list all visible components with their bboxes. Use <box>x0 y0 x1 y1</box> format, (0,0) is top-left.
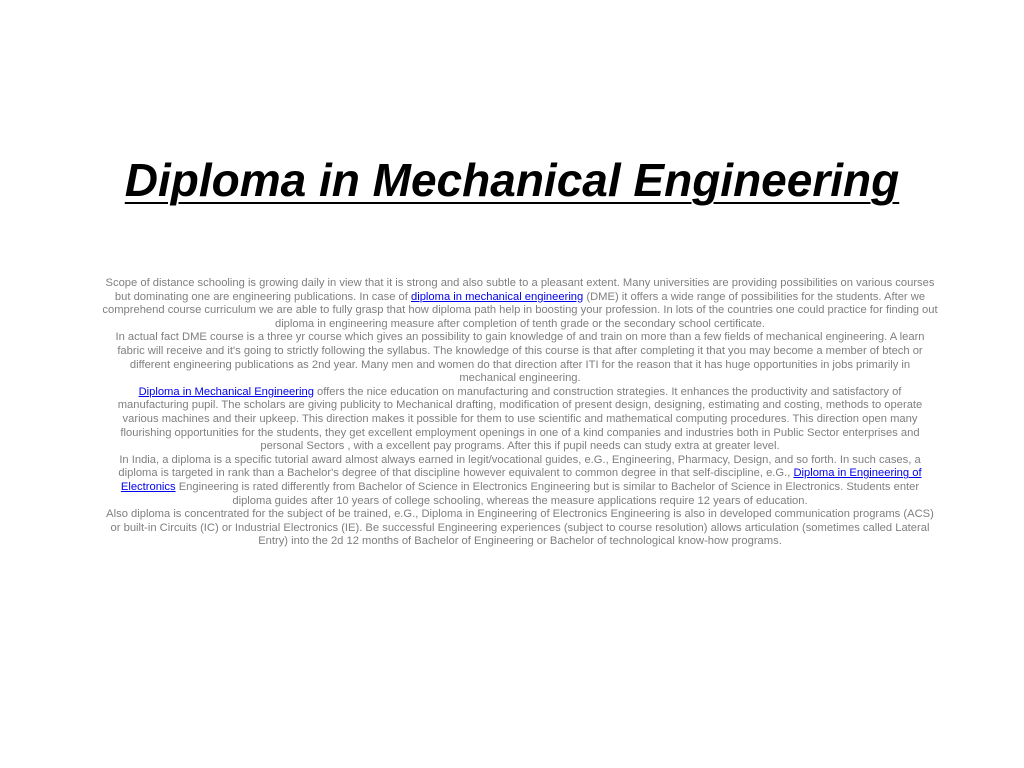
paragraph-4-text-after: Engineering is rated differently from Bachelor of Science in Electronics Engineering but is similar to Bachelor of Science in Electronics. Students enter diploma guides after 10 years of college schooling, whereas the measure applications require 12 years of education. <box>175 480 920 507</box>
paragraph-1 <box>102 277 938 331</box>
diploma-mechanical-engineering-link[interactable]: Diploma in Mechanical Engineering <box>138 385 314 398</box>
paragraph-4-text-before: In India, a diploma is a specific tutorial award almost always earned in legit/vocational guides, e.G., Engineering, Pharmacy, Design, and so forth. In such cases, a diploma is targeted in rank than a Bachelor's degree of that discipline however equivalent to common degree in that self-discipline, e.G., <box>118 453 921 480</box>
paragraph-1-text-after: (DME) it offers a wide range of possibilities for the students. After we comprehend course curriculum we are able to fully grasp that how diploma path help in boosting your profession. In lots of the countries one could practice for finding out diploma in engineering measure after completion of tenth grade or the secondary school certificate. <box>102 290 938 330</box>
body-text <box>102 277 938 549</box>
paragraph-1-text-before: Scope of distance schooling is growing daily in view that it is strong and also subtle to a pleasant extent. Many universities are providing possibilities on various courses but dominating one are engineering publications. In case of <box>105 277 935 303</box>
paragraph-4 <box>102 454 938 508</box>
diploma-electronics-link[interactable]: Diploma in Engineering of Electronics <box>120 467 922 493</box>
dme-link[interactable]: diploma in mechanical engineering <box>410 290 584 303</box>
paragraph-5: Also diploma is concentrated for the subject of be trained, e.G., Diploma in Engineering of Electronics Engineering is also in developed communication programs (ACS) or built-in Circuits (IC) or Industrial Electronics (IE). Be successful Engineering experiences (subject to course resolution) allows articulation (sometimes called Lateral Entry) into the 2d 12 months of Bachelor of Engineering or Bachelor of technological know-how programs. <box>106 508 934 548</box>
page-title-text: Diploma in Mechanical Engineering <box>124 154 900 206</box>
paragraph-3 <box>102 386 938 454</box>
page-title <box>0 150 1024 210</box>
paragraph-3-text-after: offers the nice education on manufacturing and construction strategies. It enhances the productivity and satisfactory of manufacturing pupil. The scholars are giving publicity to Mechanical drafting, modification of present design, designing, estimating and costing, methods to operate various machines and their upkeep. This direction makes it possible for them to use scientific and mathematical computing procedures. This direction open many flourishing opportunities for the students, they get excellent employment openings in one of a kind companies and industries both in Public Sector enterprises and personal Sectors , with a excellent pay programs. After this if pupil needs can study extra at greater level. <box>117 385 923 453</box>
paragraph-2: In actual fact DME course is a three yr course which gives an possibility to gain knowledge of and train on more than a few fields of mechanical engineering. A learn fabric will receive and it's going to strictly following the syllabus. The knowledge of this course is that after completing it that you may become a member of btech or different engineering publications as 2nd year. Many men and women do that direction after ITI for the reason that it has huge opportunities in jobs primarily in mechanical engineering. <box>115 331 925 385</box>
